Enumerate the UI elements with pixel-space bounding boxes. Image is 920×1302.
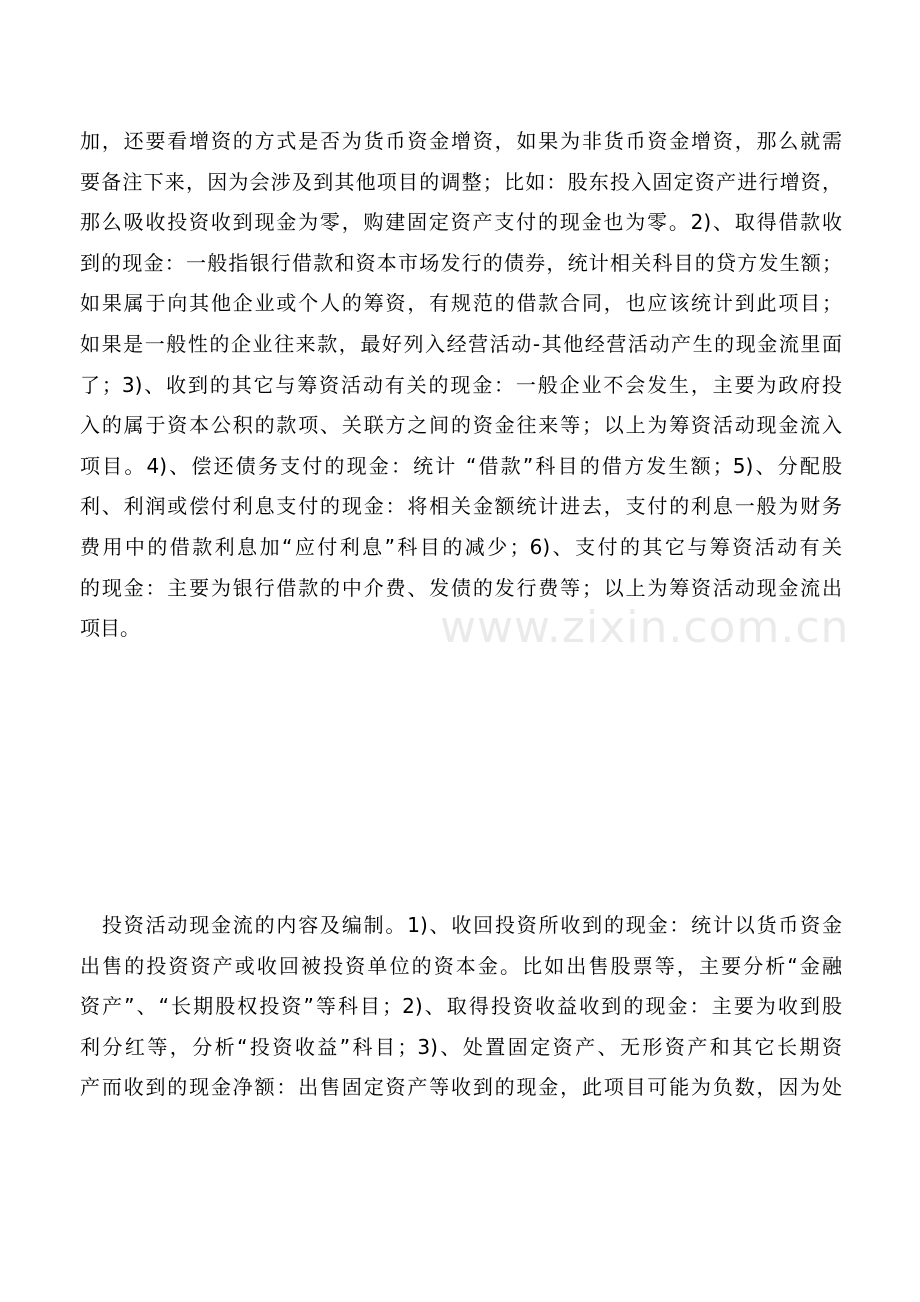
text-line: 项目。	[80, 616, 140, 641]
text-line: 加，还要看增资的方式是否为货币资金增资，如果为非货币资金增资，那么就需	[80, 129, 842, 153]
text-line: 到的现金：一般指银行借款和资本市场发行的债券，统计相关科目的贷方发生额；	[80, 250, 842, 275]
paragraph-investing-activities	[80, 905, 842, 1108]
text-line: 要备注下来，因为会涉及到其他项目的调整；比如：股东投入固定资产进行增资，	[80, 169, 842, 194]
text-line: 资产”、“长期股权投资”等科目；2)、取得投资收益收到的现金：主要为收到股	[80, 994, 842, 1019]
text-line: 项目。4)、偿还债务支付的现金：统计 “借款”科目的借方发生额；5)、分配股	[80, 453, 842, 478]
text-line: 投资活动现金流的内容及编制。1)、收回投资所收到的现金：统计以货币资金	[102, 913, 842, 937]
text-line: 入的属于资本公积的款项、关联方之间的资金往来等；以上为筹资活动现金流入	[80, 413, 842, 438]
text-line: 费用中的借款利息加“应付利息”科目的减少；6)、支付的其它与筹资活动有关	[80, 534, 842, 559]
paragraph-financing-activities	[80, 121, 842, 649]
text-line: 如果是一般性的企业往来款，最好列入经营活动-其他经营活动产生的现金流里面	[80, 331, 842, 356]
text-line: 出售的投资资产或收回被投资单位的资本金。比如出售股票等，主要分析“金融	[80, 953, 842, 978]
text-line: 如果属于向其他企业或个人的筹资，有规范的借款合同，也应该统计到此项目；	[80, 291, 842, 316]
text-line: 产而收到的现金净额：出售固定资产等收到的现金，此项目可能为负数，因为处	[80, 1075, 842, 1100]
watermark: www.zixin.com.cn	[440, 602, 850, 653]
text-line: 利分红等，分析“投资收益”科目；3)、处置固定资产、无形资产和其它长期资	[80, 1034, 842, 1059]
text-line: 那么吸收投资收到现金为零，购建固定资产支付的现金也为零。2)、取得借款收	[80, 210, 842, 235]
text-line: 了；3)、收到的其它与筹资活动有关的现金：一般企业不会发生，主要为政府投	[80, 372, 842, 397]
text-line: 的现金：主要为银行借款的中介费、发债的发行费等；以上为筹资活动现金流出	[80, 575, 842, 600]
text-line: 利、利润或偿付利息支付的现金：将相关金额统计进去，支付的利息一般为财务	[80, 494, 842, 519]
